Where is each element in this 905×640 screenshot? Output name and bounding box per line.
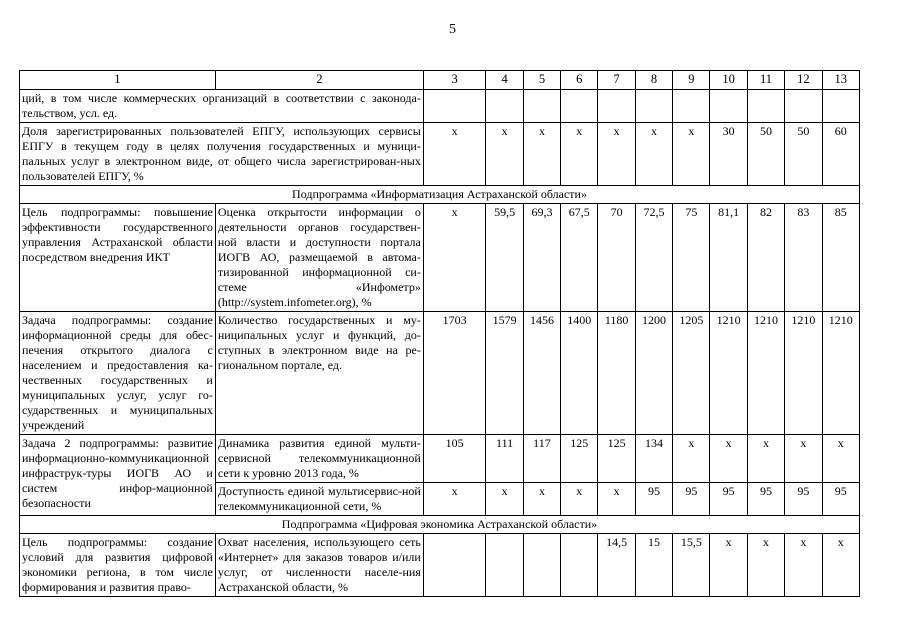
table-row xyxy=(20,534,860,597)
value-cell: 95 xyxy=(785,483,822,516)
section-title: Подпрограмма «Цифровая экономика Астраханской области» xyxy=(20,516,860,534)
indicator-cell: Доступность единой мультисервис-ной телекоммуникационной сети, % xyxy=(215,483,423,516)
value-cell: 70 xyxy=(598,204,635,312)
value-cell: 1400 xyxy=(561,312,598,435)
value-cell: 1210 xyxy=(785,312,822,435)
value-cell: 95 xyxy=(673,483,710,516)
value-cell: 14,5 xyxy=(598,534,635,597)
value-cell xyxy=(423,534,486,597)
value-cell: х xyxy=(523,483,560,516)
header-cell: 2 xyxy=(215,71,423,90)
header-cell: 5 xyxy=(523,71,560,90)
value-cell: 105 xyxy=(423,435,486,483)
indicator-cell: Оценка открытости информации о деятельности органов государствен-ной власти и доступности портала ИОГВ АО, размещаемой в автома-тизированной информационной си-стеме «Инфометр» (http://system.infometer.org), % xyxy=(215,204,423,312)
header-cell: 3 xyxy=(423,71,486,90)
value-cell: х xyxy=(598,123,635,186)
value-cell: х xyxy=(822,435,859,483)
value-cell: 50 xyxy=(785,123,822,186)
value-cell: х xyxy=(635,123,672,186)
value-cell: 82 xyxy=(747,204,784,312)
table-row xyxy=(20,312,860,435)
value-cell: 1703 xyxy=(423,312,486,435)
value-cell: х xyxy=(561,483,598,516)
value-cell: 83 xyxy=(785,204,822,312)
value-cell: х xyxy=(747,534,784,597)
header-cell: 11 xyxy=(747,71,784,90)
value-cell: 67,5 xyxy=(561,204,598,312)
value-cell: х xyxy=(523,123,560,186)
value-cell: х xyxy=(747,435,784,483)
indicator-cell: Охват населения, использующего сеть «Интернет» для заказов товаров и/или услуг, от численности населе-ния Астраханской области, % xyxy=(215,534,423,597)
value-cell: х xyxy=(822,534,859,597)
value-cell: 95 xyxy=(747,483,784,516)
value-cell: 111 xyxy=(486,435,523,483)
indicator-cell: ций, в том числе коммерческих организаций в соответствии с законода-тельством, усл. ед. xyxy=(20,90,424,123)
value-cell: 134 xyxy=(635,435,672,483)
task-cell: Задача подпрограммы: создание информационной среды для обес-печения открытого диалога с населением и предоставления ка-чественных государственных и муниципальных услуг, услуг го-сударственных и муниципальных учреждений xyxy=(20,312,216,435)
value-cell: 1205 xyxy=(673,312,710,435)
header-cell: 4 xyxy=(486,71,523,90)
value-cell: 69,3 xyxy=(523,204,560,312)
value-cell: х xyxy=(710,534,747,597)
header-row xyxy=(20,71,860,90)
header-cell: 12 xyxy=(785,71,822,90)
goal-cell: Цель подпрограммы: создание условий для развития цифровой экономики региона, в том числе формирования и развития право- xyxy=(20,534,216,597)
table-row xyxy=(20,204,860,312)
value-cell: х xyxy=(673,435,710,483)
value-cell: х xyxy=(423,483,486,516)
value-cell: 15,5 xyxy=(673,534,710,597)
header-cell: 9 xyxy=(673,71,710,90)
value-cell: 117 xyxy=(523,435,560,483)
value-cell: 1180 xyxy=(598,312,635,435)
value-cell xyxy=(486,534,523,597)
indicator-cell: Динамика развития единой мульти-сервисной телекоммуникационной сети к уровню 2013 года, % xyxy=(215,435,423,483)
value-cell: 1210 xyxy=(710,312,747,435)
value-cell: 1210 xyxy=(822,312,859,435)
value-cell: х xyxy=(598,483,635,516)
value-cell: 1200 xyxy=(635,312,672,435)
task-cell: Задача 2 подпрограммы: развитие информационно-коммуникационной инфраструк-туры ИОГВ АО и систем инфор-мационной безопасности xyxy=(20,435,216,516)
value-cell: 125 xyxy=(561,435,598,483)
indicators-table xyxy=(19,70,860,597)
section-row xyxy=(20,186,860,204)
table-row xyxy=(20,435,860,483)
value-cell: 1579 xyxy=(486,312,523,435)
value-cell: 85 xyxy=(822,204,859,312)
value-cell: х xyxy=(423,123,486,186)
value-cell: х xyxy=(710,435,747,483)
value-cell: 30 xyxy=(710,123,747,186)
table-row xyxy=(20,90,860,123)
value-cell: х xyxy=(673,123,710,186)
section-title: Подпрограмма «Информатизация Астраханской области» xyxy=(20,186,860,204)
value-cell: 1210 xyxy=(747,312,784,435)
header-cell: 1 xyxy=(20,71,216,90)
header-cell: 13 xyxy=(822,71,859,90)
value-cell: 1456 xyxy=(523,312,560,435)
value-cell: 75 xyxy=(673,204,710,312)
value-cell: 125 xyxy=(598,435,635,483)
value-cell: 95 xyxy=(635,483,672,516)
value-cell xyxy=(561,534,598,597)
value-cell: х xyxy=(785,435,822,483)
value-cell: 72,5 xyxy=(635,204,672,312)
value-cell: х xyxy=(486,483,523,516)
value-cell: х xyxy=(785,534,822,597)
page-number: 5 xyxy=(449,22,456,37)
value-cell: 50 xyxy=(747,123,784,186)
header-cell: 6 xyxy=(561,71,598,90)
header-cell: 7 xyxy=(598,71,635,90)
indicator-cell: Доля зарегистрированных пользователей ЕПГУ, использующих сервисы ЕПГУ в текущем году в целях получения государственных и муници-пальных услуг в электронном виде, от общего числа зарегистрирован-ных пользователей ЕПГУ, % xyxy=(20,123,424,186)
value-cell: 15 xyxy=(635,534,672,597)
section-row xyxy=(20,516,860,534)
indicator-cell: Количество государственных и му-ниципальных услуг и функций, до-ступных в электронном виде на ре-гиональном портале, ед. xyxy=(215,312,423,435)
header-cell: 8 xyxy=(635,71,672,90)
value-cell xyxy=(523,534,560,597)
value-cell: х xyxy=(561,123,598,186)
header-cell: 10 xyxy=(710,71,747,90)
value-cell: х xyxy=(486,123,523,186)
value-cell: 60 xyxy=(822,123,859,186)
value-cell: 81,1 xyxy=(710,204,747,312)
value-cell: 95 xyxy=(822,483,859,516)
goal-cell: Цель подпрограммы: повышение эффективности государственного управления Астраханской области посредством внедрения ИКТ xyxy=(20,204,216,312)
table-row xyxy=(20,123,860,186)
value-cell: 59,5 xyxy=(486,204,523,312)
value-cell: 95 xyxy=(710,483,747,516)
value-cell: х xyxy=(423,204,486,312)
